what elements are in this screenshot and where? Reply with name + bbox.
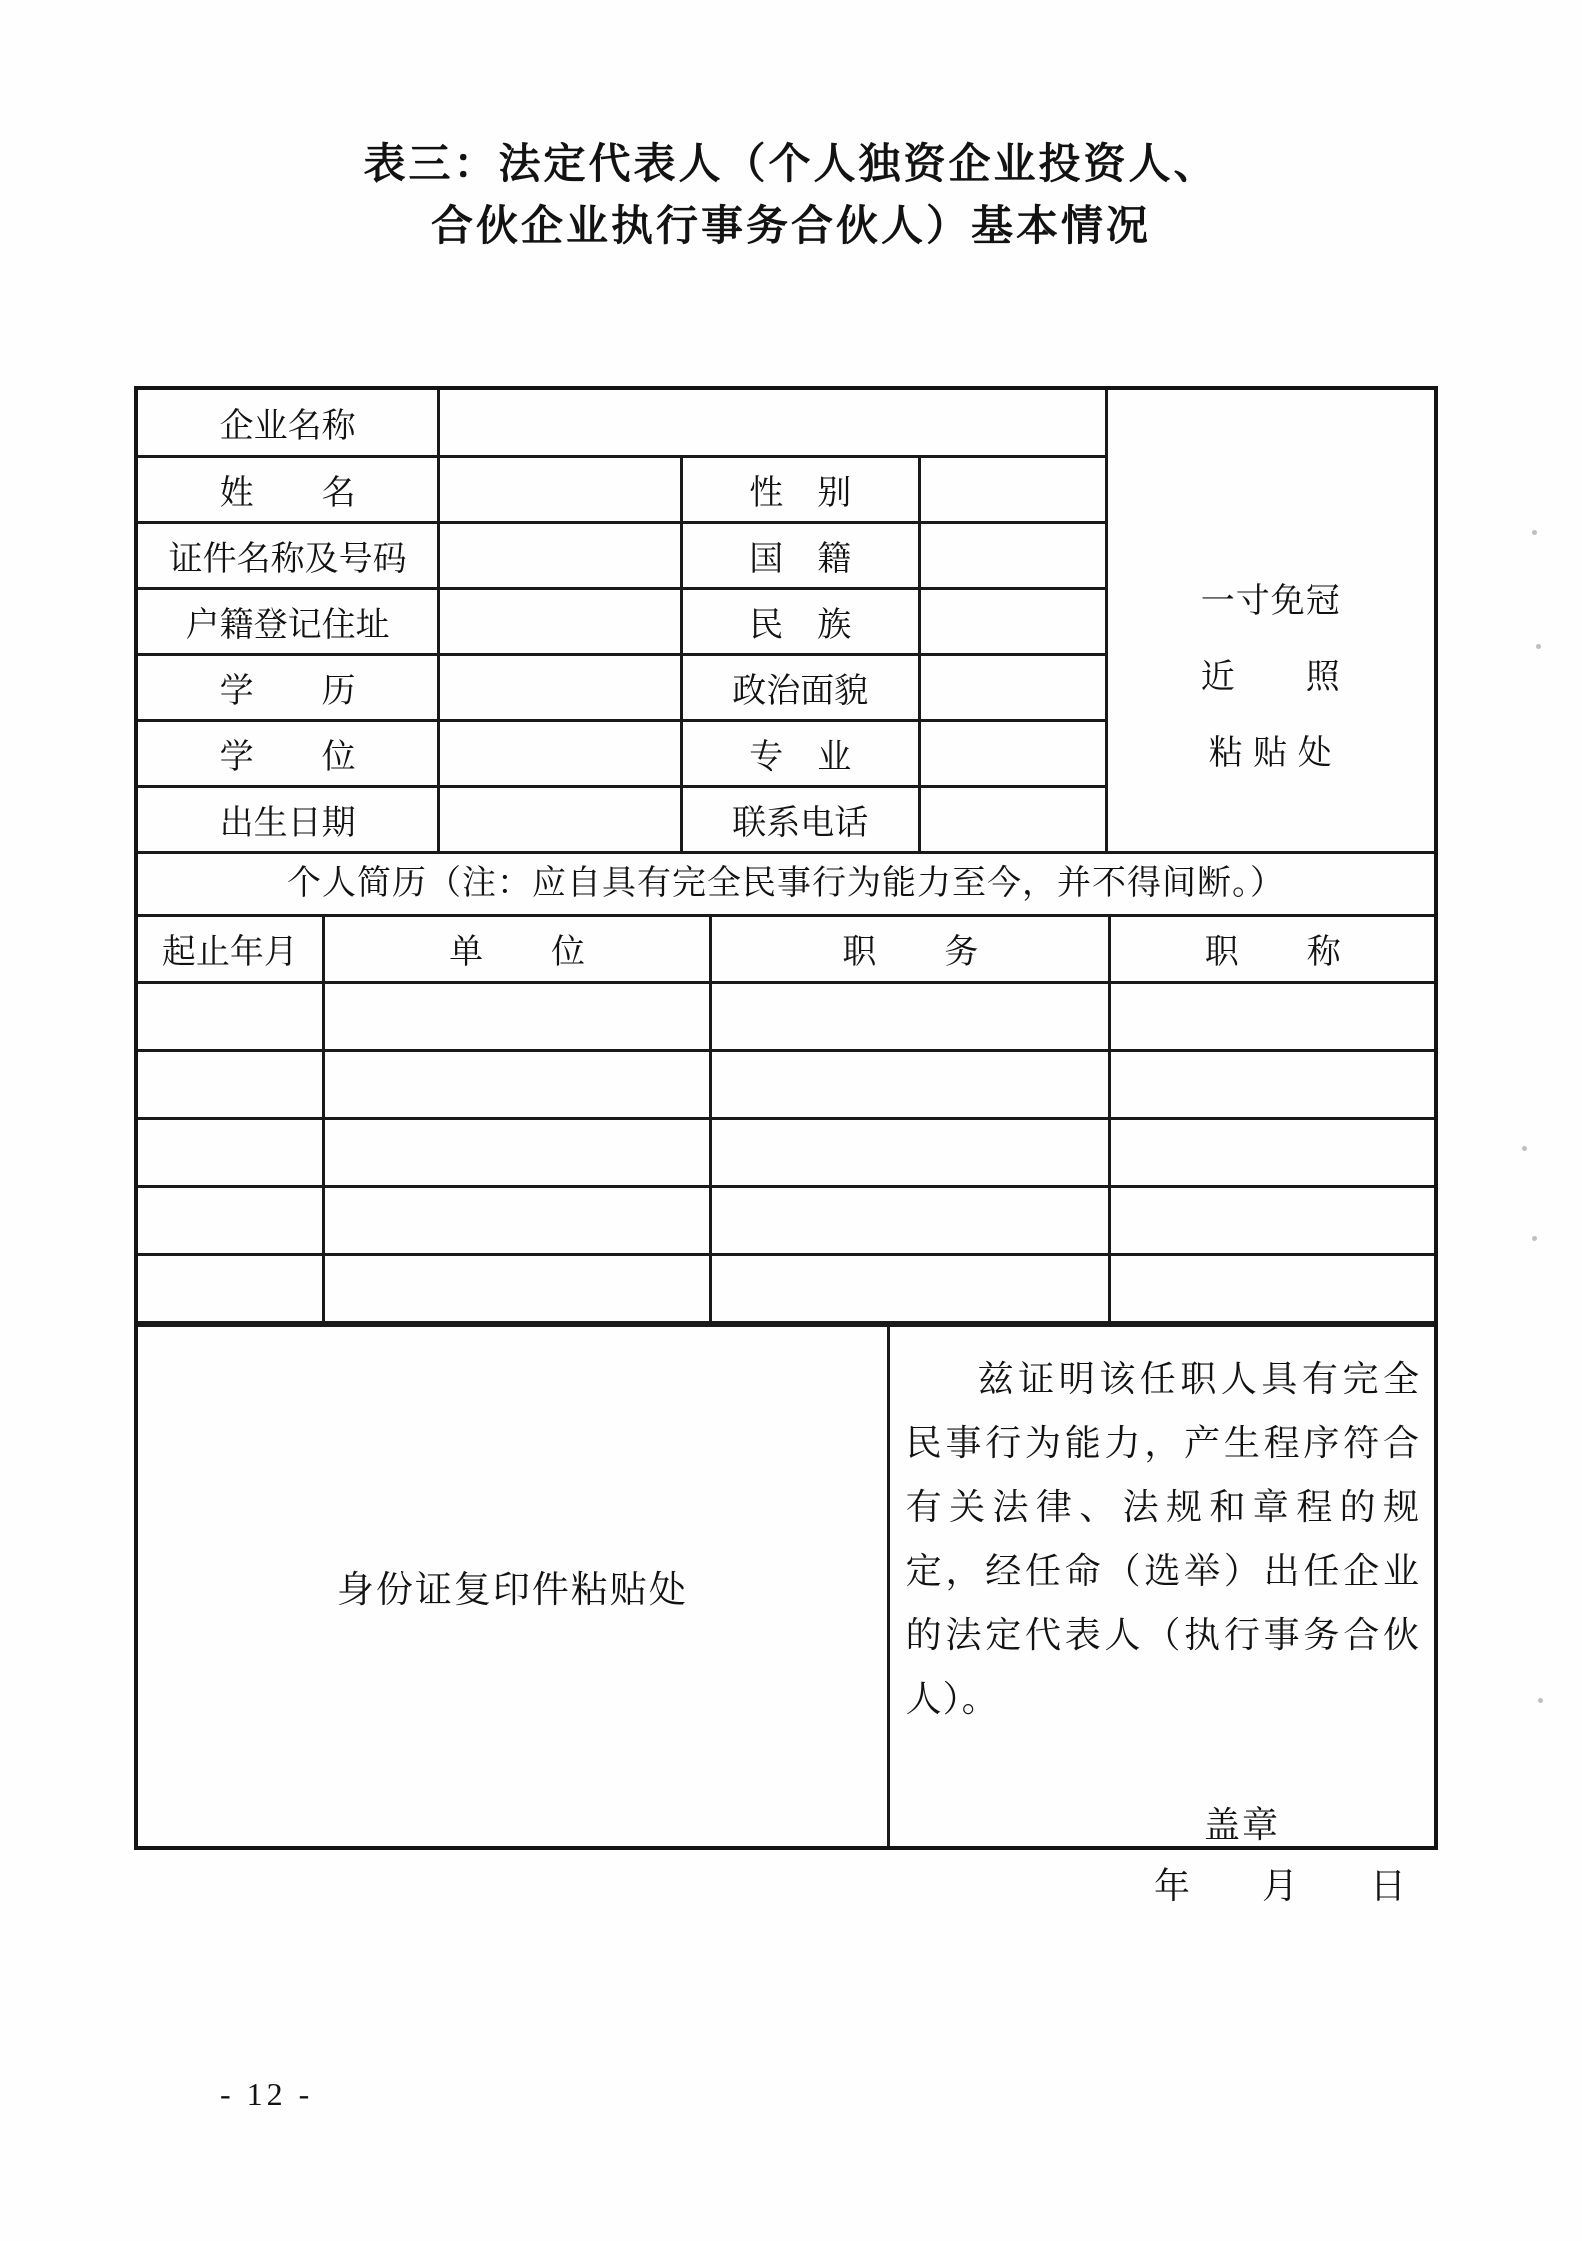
career-header-title: 职 称	[1110, 915, 1434, 982]
career-employer-cell	[323, 1186, 711, 1254]
photo-paste-line-2: 近 照	[1200, 658, 1341, 696]
phone-label: 联系电话	[681, 786, 919, 852]
name-label: 姓 名	[138, 456, 439, 522]
career-period-cell	[138, 1254, 323, 1322]
phone-value-cell	[919, 786, 1106, 852]
form-title	[0, 134, 1582, 258]
photo-paste-text	[1108, 449, 1434, 792]
political-status-label: 政治面貌	[681, 654, 919, 720]
id-document-label: 证件名称及号码	[138, 522, 439, 588]
registered-address-label: 户籍登记住址	[138, 588, 439, 654]
career-header-period: 起止年月	[138, 915, 323, 982]
scan-speck	[1522, 1146, 1527, 1151]
certification-cell	[890, 1327, 1434, 1906]
education-label: 学 历	[138, 654, 439, 720]
career-title-cell	[1110, 1118, 1434, 1186]
career-empty-row	[138, 1254, 1434, 1322]
photo-paste-area	[1106, 390, 1434, 852]
career-empty-row	[138, 1186, 1434, 1254]
major-value-cell	[919, 720, 1106, 786]
birth-date-value-cell	[439, 786, 681, 852]
resume-section-note: 个人简历（注：应自具有完全民事行为能力至今，并不得间断。）	[287, 864, 1285, 902]
political-status-value-cell	[919, 654, 1106, 720]
form-title-line-1: 表三：法定代表人（个人独资企业投资人、	[363, 142, 1219, 188]
bottom-section	[138, 1324, 1434, 1906]
ethnicity-label: 民 族	[681, 588, 919, 654]
career-title-cell	[1110, 1050, 1434, 1118]
registered-address-value-cell	[439, 588, 681, 654]
career-position-cell	[711, 1050, 1110, 1118]
id-document-value-cell	[439, 522, 681, 588]
career-header-row	[138, 915, 1434, 982]
degree-value-cell	[439, 720, 681, 786]
gender-label: 性 别	[681, 456, 919, 522]
name-value-cell	[439, 456, 681, 522]
birth-date-label: 出生日期	[138, 786, 439, 852]
degree-label: 学 位	[138, 720, 439, 786]
career-employer-cell	[323, 1118, 711, 1186]
career-period-cell	[138, 1186, 323, 1254]
enterprise-name-label: 企业名称	[138, 390, 439, 456]
scan-speck	[1538, 1698, 1543, 1703]
career-title-cell	[1110, 1254, 1434, 1322]
career-period-cell	[138, 982, 323, 1050]
table-row	[138, 390, 1434, 456]
page-number: - 12 -	[220, 2076, 314, 2112]
photo-paste-line-1: 一寸免冠	[1200, 582, 1341, 620]
gender-value-cell	[919, 456, 1106, 522]
career-position-cell	[711, 1254, 1110, 1322]
seal-label: 盖章	[1203, 1804, 1280, 1845]
basic-info-form-table	[134, 386, 1438, 1906]
career-header-employer: 单 位	[323, 915, 711, 982]
career-employer-cell	[323, 1050, 711, 1118]
photo-paste-line-3: 粘 贴 处	[1208, 734, 1333, 772]
career-period-cell	[138, 1118, 323, 1186]
personal-info-table	[138, 390, 1434, 854]
date-label: 年 月 日	[1153, 1865, 1406, 1906]
certification-text: 兹证明该任职人具有完全民事行为能力，产生程序符合有关法律、法规和章程的规定，经任命（选举）出任企业的法定代表人（执行事务合伙人）。	[905, 1358, 1420, 1719]
form-title-line-2: 合伙企业执行事务合伙人）基本情况	[430, 204, 1151, 250]
nationality-label: 国 籍	[681, 522, 919, 588]
id-copy-paste-label: 身份证复印件粘贴处	[336, 1570, 688, 1611]
id-copy-paste-area	[138, 1327, 890, 1846]
career-header-position: 职 务	[711, 915, 1110, 982]
career-position-cell	[711, 1118, 1110, 1186]
career-empty-row	[138, 1050, 1434, 1118]
nationality-value-cell	[919, 522, 1106, 588]
major-label: 专 业	[681, 720, 919, 786]
career-employer-cell	[323, 1254, 711, 1322]
career-period-cell	[138, 1050, 323, 1118]
career-empty-row	[138, 982, 1434, 1050]
education-value-cell	[439, 654, 681, 720]
career-empty-row	[138, 1118, 1434, 1186]
scan-speck	[1532, 530, 1537, 535]
career-title-cell	[1110, 982, 1434, 1050]
career-position-cell	[711, 1186, 1110, 1254]
scan-speck	[1532, 1236, 1537, 1241]
career-employer-cell	[323, 982, 711, 1050]
scan-speck	[1536, 644, 1541, 649]
career-title-cell	[1110, 1186, 1434, 1254]
ethnicity-value-cell	[919, 588, 1106, 654]
career-history-table	[138, 914, 1434, 1324]
enterprise-name-value-cell	[439, 390, 1106, 456]
career-position-cell	[711, 982, 1110, 1050]
